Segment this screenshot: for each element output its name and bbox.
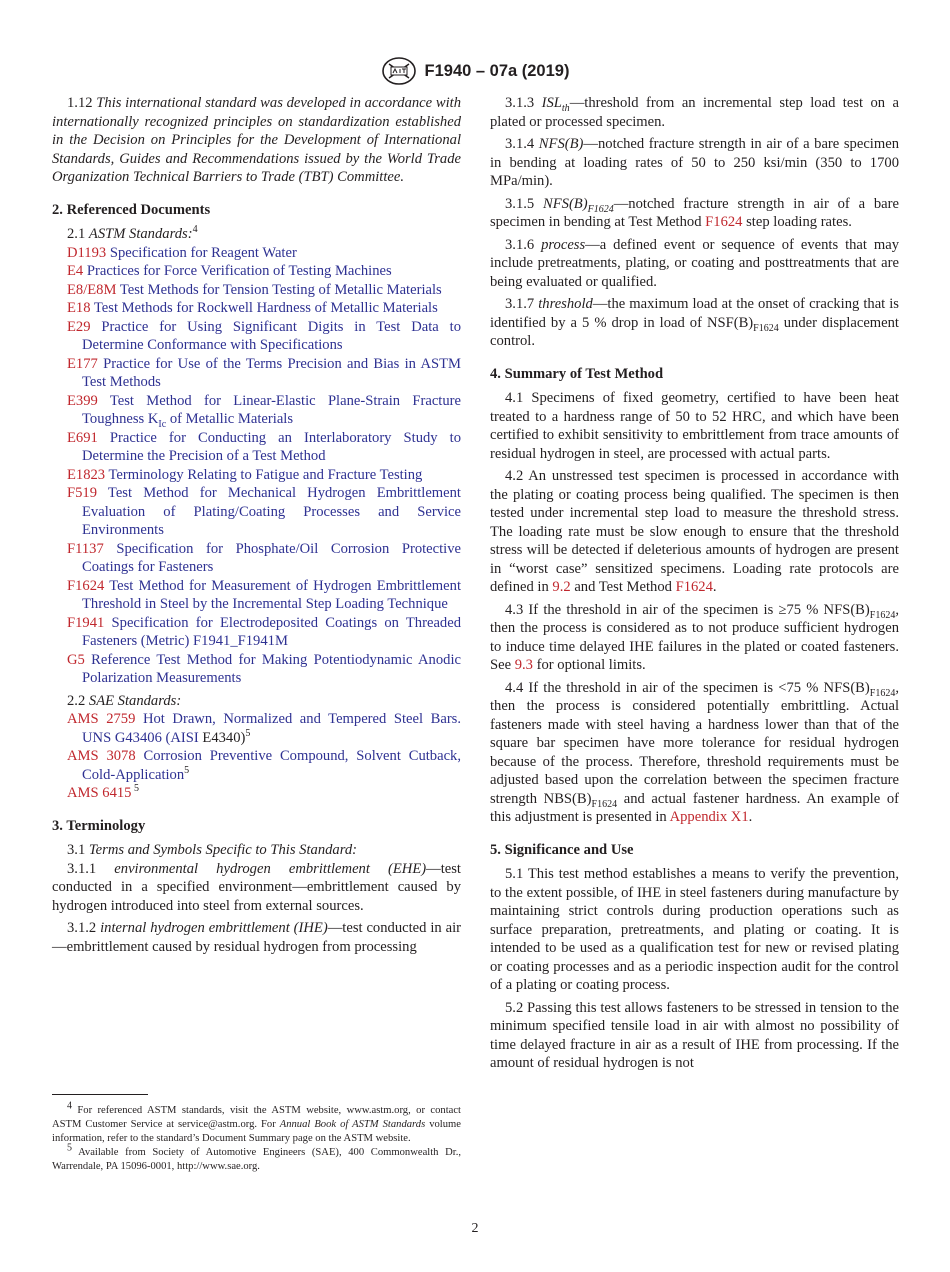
ref-item-ams2759[interactable]: AMS 2759 Hot Drawn, Normalized and Tempered Steel Bars. UNS G43406 (AISI E4340)$^5$ <box>67 711 462 746</box>
ref-item[interactable]: F1624 Test Method for Measurement of Hydrogen Embrittlement Threshold in Steel by the Incremental Step Loading Technique <box>67 577 461 612</box>
ref-item[interactable]: D1193 Specification for Reagent Water <box>67 244 297 261</box>
paragraph-3-1-1: 3.1.1 environmental hydrogen embrittlement (EHE)—test conducted in a specified environment—embrittlement caused by hydrogen introduced into steel from external sources. <box>52 860 461 914</box>
paragraph-3-1: 3.1 Terms and Symbols Specific to This Standard: <box>67 842 358 858</box>
section-4-heading: 4. Summary of Test Method <box>490 365 664 382</box>
link-appendix-x1[interactable]: Appendix X1 <box>669 809 749 825</box>
paragraph-4-4: 4.4 If the threshold in air of the specimen is <75 % $NFS(B)_{F1624}$, then the process is considered potentially embrittling. Actual fasteners made with steel having a hardness lower than that of the square bar specimen have more tolerance for residual hydrogen because of the process. Therefore, threshold requirements must be adjusted based upon the correlation between the specimen fracture strength $NBS(B)_{F1624}$ and actual fastener hardness. An example of this adjustment is presented in Appendix X1. <box>490 679 899 825</box>
ref-item[interactable]: G5 Reference Test Method for Making Potentiodynamic Anodic Polarization Measurements <box>67 651 461 686</box>
ref-item[interactable]: E691 Practice for Conducting an Interlaboratory Study to Determine the Precision of a Test Method <box>67 429 461 464</box>
section-2-heading: 2. Referenced Documents <box>52 201 211 218</box>
footnote-rule <box>52 1094 148 1095</box>
page-header <box>0 56 950 86</box>
footnotes <box>52 1100 461 1174</box>
ref-item[interactable]: F519 Test Method for Mechanical Hydrogen Embrittlement Evaluation of Plating/Coating Processes and Service Environments <box>67 485 461 538</box>
footnote-4: $^4$ For referenced ASTM standards, visit the ASTM website, www.astm.org, or contact ASTM Customer Service at service@astm.org. For Annual Book of ASTM Standards volume information, refer to the standard’s Document Summary page on the ASTM website. <box>52 1100 461 1144</box>
ref-item[interactable]: E4 Practices for Force Verification of Testing Machines <box>67 263 392 279</box>
link-9-2[interactable]: 9.2 <box>552 579 571 595</box>
paragraph-5-2: 5.2 Passing this test allows fasteners to be stressed in tension to the minimum specified tensile load in air with almost no possibility of time delayed fracture in air as a result of IHE from processing. If the amount of residual hydrogen is not <box>490 999 899 1071</box>
paragraph-1-12: 1.12 This international standard was developed in accordance with internationally recognized principles on standardization established in the Decision on Principles for the Development of International Standards, Guides and Recommendations issued by the World Trade Organization Technical Barriers to Trade (TBT) Committee. <box>52 95 461 185</box>
paragraph-4-1: 4.1 Specimens of fixed geometry, certified to have been heat treated to a hardness range of 50 to 52 HRC, and which have been certified to exhibit sensitivity to embrittlement from trace amounts of residual hydrogen in steel, are processed with actual parts. <box>490 390 899 462</box>
ref-item-e399[interactable]: E399 Test Method for Linear-Elastic Plane-Strain Fracture Toughness $K_{Ic}$ of Metallic Materials <box>67 392 462 430</box>
section-5-heading: 5. Significance and Use <box>490 841 634 858</box>
ref-item[interactable]: E1823 Terminology Relating to Fatigue and Fracture Testing <box>67 466 423 483</box>
astm-logo-icon <box>381 56 417 86</box>
paragraph-5-1: 5.1 This test method establishes a means to verify the prevention, to the extent possible, of IHE in steel fasteners during manufacture by maintaining strict controls during production operations such as surface preparation, pretreatments, and plating or coating. It is intended to be used as a qualification test for new or revised plating or coating processes and as a periodic inspection audit for the control of a plating or coating process. <box>490 866 899 993</box>
link-f1624[interactable]: F1624 <box>675 579 713 595</box>
standard-designation: F1940 – 07a (2019) <box>424 61 570 80</box>
ref-item-ams3078[interactable]: AMS 3078 Corrosion Preventive Compound, Solvent Cutback, Cold-Application$^5$ <box>67 748 461 783</box>
ref-item[interactable]: F1137 Specification for Phosphate/Oil Corrosion Protective Coatings for Fasteners <box>67 540 462 575</box>
link-f1624[interactable]: F1624 <box>705 214 743 230</box>
paragraph-4-2: 4.2 An unstressed test specimen is processed in accordance with the plating or coating process being qualified. The specimen is then tested under incremental step load to measure the threshold stress. The loading rate must be slow enough to ensure that the threshold stress will be detected if deleterious amounts of hydrogen are present in “worst case” sensitized specimens. Loading rate protocols are defined in 9.2 and Test Method F1624. <box>490 468 899 595</box>
ref-item[interactable]: E177 Practice for Use of the Terms Precision and Bias in ASTM Test Methods <box>67 355 461 390</box>
footnote-5: $^5$ Available from Society of Automotive Engineers (SAE), 400 Commonwealth Dr., Warrendale, PA 15096-0001, http://www.sae.org. <box>52 1142 461 1172</box>
ref-item-ams6415[interactable]: AMS 6415 $^5$ <box>67 783 139 801</box>
right-column <box>490 94 899 1073</box>
paragraph-3-1-5: 3.1.5 $NFS(B)_{F1624}—notched$ fracture strength in air of a bare specimen in bending at Test Method F1624 step loading rates. <box>490 195 899 230</box>
paragraph-3-1-7: 3.1.7 threshold—the maximum load at the onset of cracking that is identified by a 5 % drop in load of $NSF(B)_{F1624}$ under displacement control. <box>490 296 899 349</box>
paragraph-2-2: 2.2 SAE Standards: <box>67 692 182 709</box>
paragraph-3-1-3: 3.1.3 $ISL_{th}—threshold$ from an incremental step load test on a plated or processed specimen. <box>490 95 899 130</box>
paragraph-3-1-6: 3.1.6 process—a defined event or sequence of events that may include pretreatments, plating, or coating and posttreatments that are being evaluated or qualified. <box>490 236 899 290</box>
left-column <box>52 94 461 956</box>
section-3-heading: 3. Terminology <box>52 817 146 834</box>
page-number: 2 <box>471 1221 479 1236</box>
ref-item[interactable]: E29 Practice for Using Significant Digits in Test Data to Determine Conformance with Specifications <box>67 318 461 353</box>
ref-item[interactable]: F1941 Specification for Electrodeposited Coatings on Threaded Fasteners (Metric) F1941_F1941M <box>67 614 461 649</box>
paragraph-2-1: 2.1 ASTM Standards:$^4$ <box>67 224 198 242</box>
paragraph-3-1-4: 3.1.4 NFS(B)—notched fracture strength in air of a bare specimen in bending at loading rates of 50 to 250 ksi/min (350 to 1700 MPa/min). <box>490 136 899 189</box>
link-9-3[interactable]: 9.3 <box>514 657 533 673</box>
paragraph-3-1-2: 3.1.2 internal hydrogen embrittlement (IHE)—test conducted in air—embrittlement caused by residual hydrogen from processing <box>52 920 461 955</box>
ref-item[interactable]: E18 Test Methods for Rockwell Hardness of Metallic Materials <box>67 300 438 316</box>
ref-item[interactable]: E8/E8M Test Methods for Tension Testing of Metallic Materials <box>67 281 442 298</box>
paragraph-4-3: 4.3 If the threshold in air of the specimen is ≥75 % $NFS(B)_{F1624}$, then the process is considered as to not produce sufficient hydrogen to induce time delayed IHE failures in the plated or coated fasteners. See 9.3 for optional limits. <box>490 601 899 673</box>
